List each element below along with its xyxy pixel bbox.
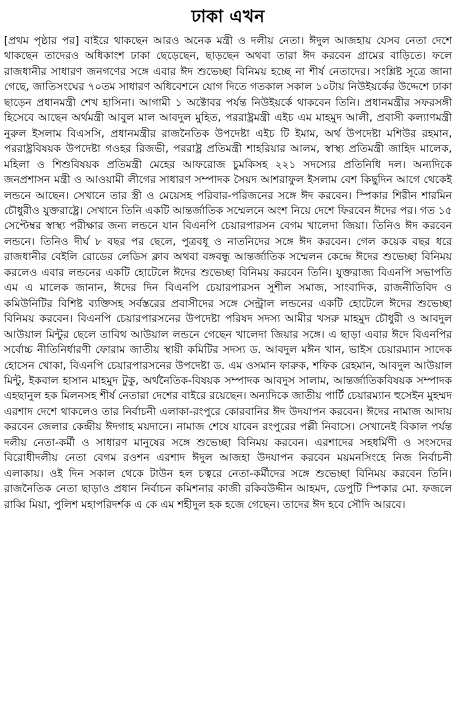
article-body: [4, 34, 452, 513]
continuation-tag: [প্রথম পৃষ্ঠার পর]: [4, 35, 80, 47]
article-headline: ঢাকা এখন: [191, 7, 265, 27]
article-body-text: বাইরে থাকছেন আরও অনেক মন্ত্রী ও দলীয় নেতা। ঈদুল আজহায় যেসব নেতা দেশে থাকছেন তাদেরও অধিকাংশ ঢাকা ছেড়েছেন, ছাড়ছেন অথবা তারা ঈদ করবেন গ্রামের বাড়িতে। ফলে রাজধানীর সাধারণ জনগণের সঙ্গে এবার ঈদ শুভেচ্ছা বিনিময় হচ্ছে না শীর্ষ নেতাদের। সংশ্লিষ্ট সূত্রে জানা গেছে, জাতিসংঘের ৭০তম সাধারণ অধিবেশনে যোগ দিতে গতকাল সকাল ১০টায় নিউইয়র্কের উদ্দেশে ঢাকা ছাড়েন প্রধানমন্ত্রী শেখ হাসিনা। আগামী ১ অক্টোবর পর্যন্ত নিউইয়র্কে থাকবেন তিনি। প্রধানমন্ত্রীর সফরসঙ্গী হিসেবে আছেন অর্থমন্ত্রী আবুল মাল আবদুল মুহিত, পররাষ্ট্রমন্ত্রী এইচ এম মাহমুদ আলী, প্রবাসী কল্যাণমন্ত্রী নুরুল ইসলাম বিএসসি, প্রধানমন্ত্রীর রাজনৈতিক উপদেষ্টা এইচ টি ইমাম, অর্থ উপদেষ্টা মশিউর রহমান, পররাষ্ট্রবিষয়ক উপদেষ্টা গওহর রিজভী, পররাষ্ট্র প্রতিমন্ত্রী শাহরিয়ার আলম, স্বাস্থ্য প্রতিমন্ত্রী জাহিদ মালেক, মহিলা ও শিশুবিষয়ক প্রতিমন্ত্রী মেহের আফরোজ চুমকিসহ ২২১ সদস্যের প্রতিনিধি দল। অন্যদিকে জনপ্রশাসন মন্ত্রী ও আওয়ামী লীগের সাধারণ সম্পাদক সৈয়দ আশরাফুল ইসলাম বেশ কিছুদিন আগে থেকেই লন্ডনে আছেন। সেখানে তার স্ত্রী ও মেয়েসহ পরিবার-পরিজনের সঙ্গে ঈদ করবেন। স্পিকার শিরীন শারমিন চৌধুরীও যুক্তরাষ্ট্রে। সেখানে তিনি একটি আন্তর্জাতিক সম্মেলনে অংশ নিয়ে দেশে ফিরবেন ঈদের পর। গত ১৫ সেপ্টেম্বর স্বাস্থ্য পরীক্ষার জন্য লন্ডনে যান বিএনপি চেয়ারপারসন বেগম খালেদা জিয়া। তিনিও ঈদ করবেন লন্ডনে। তিনিও দীর্ঘ ৮ বছর পর ছেলে, পুত্রবধূ ও নাতনিদের সঙ্গে ঈদ করবেন। গেল কয়েক বছর ধরে রাজধানীর বেইলি রোডের লেডিস ক্লাব অথবা বঙ্গবন্ধু আন্তর্জাতিক সম্মেলন কেন্দ্রে ঈদের শুভেচ্ছা বিনিময় করলেও এবার লন্ডনের একটি হোটেলে ঈদের শুভেচ্ছা বিনিময় করবেন তিনি। যুক্তরাজ্য বিএনপি সভাপতি এম এ মালেক জানান, ঈদের দিন বিএনপি চেয়ারপারসন সুশীল সমাজ, সাংবাদিক, রাজনীতিবিদ ও কমিউনিটির বিশিষ্ট ব্যক্তিসহ সর্বস্তরের প্রবাসীদের সঙ্গে সেন্ট্রাল লন্ডনের একটি হোটেলে ঈদের শুভেচ্ছা বিনিময় করবেন। বিএনপি চেয়ারপারসনের উপদেষ্টা পরিষদ সদস্য আমীর খসরু মাহমুদ চৌধুরী ও আবদুল আউয়াল মিন্টুর ছেলে তাবিথ আউয়াল লন্ডনে গেছেন খালেদা জিয়ার সঙ্গে। এ ছাড়া এবার ঈদে বিএনপির সর্বোচ্চ নীতিনির্ধারণী ফোরাম জাতীয় স্থায়ী কমিটির সদস্য ড. আবদুল মঈন খান, ভাইস চেয়ারম্যান সাদেক হোসেন খোকা, বিএনপি চেয়ারপারসনের উপদেষ্টা ড. এম ওসমান ফারুক, শফিক রেহমান, আবদুল আউয়াল মিন্টু, ইকবাল হাসান মাহমুদ টুকু, অর্থনৈতিক-বিষয়ক সম্পাদক আবদুস সালাম, আন্তর্জাতিকবিষয়ক সম্পাদক এহছানুল হক মিলনসহ শীর্ষ নেতারা দেশের বাইরে রয়েছেন। অন্যদিকে জাতীয় পার্টি চেয়ারম্যান হুসেইন মুহম্মদ এরশাদ দেশে থাকলেও তার নির্বাচনী এলাকা-রংপুরে কোরবানির ঈদ উদযাপন করবেন। ঈদের নামাজ আদায় করবেন জেলার কেন্দ্রীয় ঈদগাহ ময়দানে। নামাজ শেষে যাবেন রংপুরের পল্লী নিবাসে। সেখানেই বিকাল পর্যন্ত দলীয় নেতা-কর্মী ও সাধারণ মানুষের সঙ্গে শুভেচ্ছা বিনিময় করবেন। এরশাদের সহধর্মিণী ও সংসদের বিরোধীদলীয় নেতা বেগম রওশন এরশাদ ঈদুল আজহা উদযাপন করবেন ময়মনসিংহে নিজ নির্বাচনী এলাকায়। ওই দিন সকাল থেকে টাউন হল চত্বরে নেতা-কর্মীদের সঙ্গে শুভেচ্ছা বিনিময় করবেন তিনি। রাজনৈতিক নেতা ছাড়াও প্রধান নির্বাচন কমিশনার কাজী রকিবউদ্দীন আহমদ, ডেপুটি স্পিকার মো. ফজলে রাব্বি মিয়া, পুলিশ মহাপরিদর্শক এ কে এম শহীদুল হক হজে গেছেন। তাদের ঈদ হবে সৌদি আরবে।: [4, 35, 453, 511]
